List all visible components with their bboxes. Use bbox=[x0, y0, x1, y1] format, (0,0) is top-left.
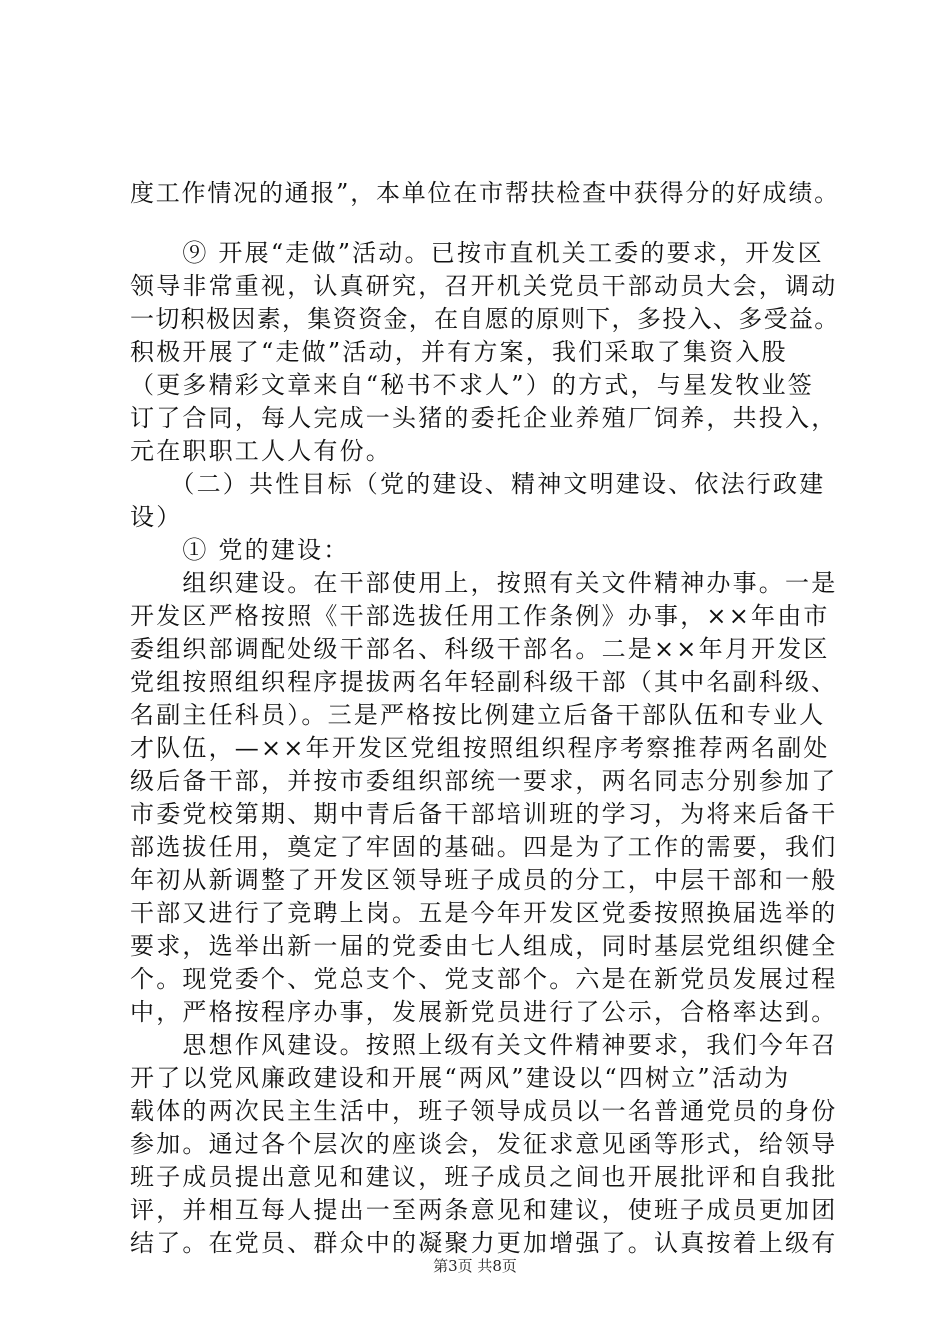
text-line: ⑨ 开展“走做”活动。已按市直机关工委的要求，开发区 bbox=[130, 239, 824, 267]
text-line: ① 党的建设： bbox=[130, 536, 350, 564]
text-line: 委组织部调配处级干部名、科级干部名。二是××年月开发区 bbox=[130, 635, 830, 663]
text-line: 思想作风建设。按照上级有关文件精神要求，我们今年召 bbox=[130, 1031, 838, 1059]
text-line: 订了合同，每人完成一头猪的委托企业养殖厂饲养，共投入， bbox=[130, 404, 838, 432]
text-line: 开了以党风廉政建设和开展“两风”建设以“四树立”活动为 bbox=[130, 1064, 791, 1092]
text-line: 载体的两次民主生活中，班子领导成员以一名普通党员的身份 bbox=[130, 1097, 838, 1125]
text-line: 一切积极因素，集资资金，在自愿的原则下，多投入、多受益。 bbox=[130, 305, 840, 333]
text-line: 才队伍，—××年开发区党组按照组织程序考察推荐两名副处 bbox=[130, 734, 830, 762]
text-line: 评，并相互每人提出一至两条意见和建议，使班子成员更加团 bbox=[130, 1196, 838, 1224]
text-line: 设） bbox=[130, 503, 183, 531]
text-line: 部选拔任用，奠定了牢固的基础。四是为了工作的需要，我们 bbox=[130, 833, 838, 861]
text-line: 积极开展了“走做”活动，并有方案，我们采取了集资入股 bbox=[130, 338, 788, 366]
text-line: 名副主任科员）。三是严格按比例建立后备干部队伍和专业人 bbox=[130, 701, 826, 729]
text-line: （更多精彩文章来自“秘书不求人”）的方式，与星发牧业签 bbox=[130, 371, 814, 399]
text-line: 党组按照组织程序提拔两名年轻副科级干部（其中名副科级、 bbox=[130, 668, 838, 696]
text-line: 班子成员提出意见和建议，班子成员之间也开展批评和自我批 bbox=[130, 1163, 838, 1191]
text-line: 元在职职工人人有份。 bbox=[130, 437, 392, 465]
text-line: （二）共性目标（党的建设、精神文明建设、依法行政建 bbox=[130, 470, 826, 498]
page-number-footer: 第3页 共8页 bbox=[433, 1257, 517, 1275]
text-line: 市委党校第期、期中青后备干部培训班的学习，为将来后备干 bbox=[130, 800, 838, 828]
text-line: 组织建设。在干部使用上，按照有关文件精神办事。一是 bbox=[130, 569, 838, 597]
text-line: 中，严格按程序办事，发展新党员进行了公示，合格率达到。 bbox=[130, 998, 838, 1026]
text-line: 度工作情况的通报”，本单位在市帮扶检查中获得分的好成绩。 bbox=[130, 179, 840, 207]
text-line: 参加。通过各个层次的座谈会，发征求意见函等形式，给领导 bbox=[130, 1130, 838, 1158]
text-line: 要求，选举出新一届的党委由七人组成，同时基层党组织健全 bbox=[130, 932, 838, 960]
text-line: 年初从新调整了开发区领导班子成员的分工，中层干部和一般 bbox=[130, 866, 838, 894]
text-line: 结了。在党员、群众中的凝聚力更加增强了。认真按着上级有 bbox=[130, 1229, 838, 1257]
text-line: 干部又进行了竞聘上岗。五是今年开发区党委按照换届选举的 bbox=[130, 899, 838, 927]
text-line: 领导非常重视，认真研究，召开机关党员干部动员大会，调动 bbox=[130, 272, 838, 300]
text-line: 个。现党委个、党总支个、党支部个。六是在新党员发展过程 bbox=[130, 965, 838, 993]
text-line: 开发区严格按照《干部选拔任用工作条例》办事，××年由市 bbox=[130, 602, 830, 630]
text-line: 级后备干部，并按市委组织部统一要求，两名同志分别参加了 bbox=[130, 767, 838, 795]
